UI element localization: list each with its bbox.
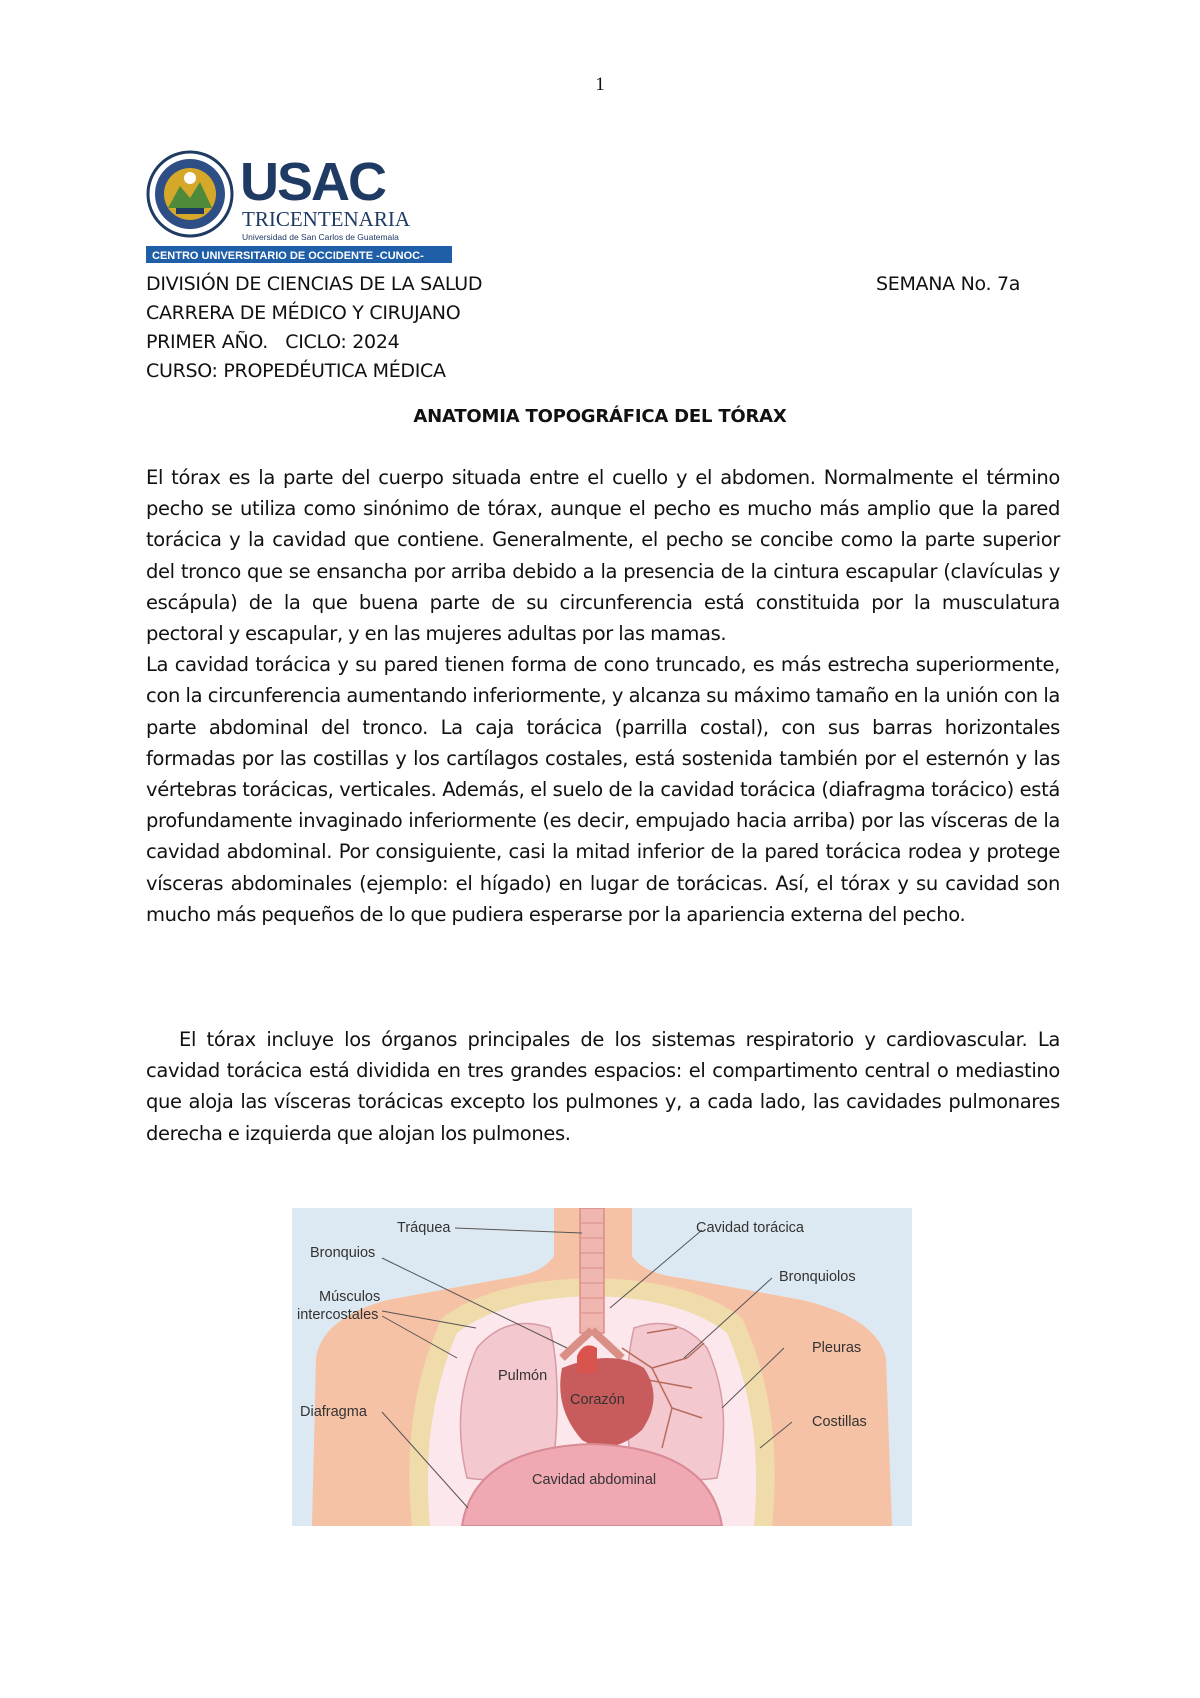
label-corazon: Corazón (570, 1392, 625, 1408)
usac-logo (146, 148, 452, 268)
logo-tagline: TRICENTENARIA (242, 207, 410, 231)
carrera-line: CARRERA DE MÉDICO Y CIRUJANO (146, 302, 461, 324)
label-pulmon: Pulmón (498, 1368, 548, 1384)
label-diafragma: Diafragma (300, 1404, 367, 1420)
body-section-1 (146, 462, 1060, 930)
year-cycle-line: PRIMER AÑO. CICLO: 2024 (146, 331, 400, 353)
university-seal-icon (148, 152, 232, 236)
semana-label: SEMANA No. 7a (876, 273, 1021, 295)
paragraph-1: El tórax es la parte del cuerpo situada entre el cuello y el abdomen. Normalmente el término pecho se utiliza como sinónimo de tórax, aunque el pecho es mucho más amplio que la pared torácica y la cavidad que contiene. Generalmente, el pecho se concibe como la parte superior del tronco que se ensancha por arriba debido a la presencia de la cintura escapular (clavículas y escápula) de la que buena parte de su circunferencia está constituida por la musculatura pectoral y escapular, y en las mujeres adultas por las mamas. (146, 466, 1060, 646)
label-pleuras: Pleuras (812, 1340, 862, 1356)
label-bronquiolos: Bronquiolos (779, 1269, 856, 1285)
course-line: CURSO: PROPEDÉUTICA MÉDICA (146, 360, 446, 382)
label-intercostales: intercostales (297, 1307, 379, 1323)
label-traquea: Tráquea (397, 1220, 451, 1236)
logo-name: USAC (240, 152, 386, 212)
label-musculos: Músculos (319, 1289, 381, 1305)
course-header (146, 270, 1046, 386)
label-cavidad-toracica: Cavidad torácica (696, 1220, 804, 1236)
paragraph-2: La cavidad torácica y su pared tienen forma de cono truncado, es más estrecha superiormente, con la circunferencia aumentando inferiormente, y alcanza su máximo tamaño en la unión con la parte abdominal del tronco. La caja torácica (parrilla costal), con sus barras horizontales formadas por las costillas y los cartílagos costales, está sostenida también por el esternón y las vértebras torácicas, verticales. Además, el suelo de la cavidad torácica (diafragma torácico) está profundamente invaginado inferiormente (es decir, empujado hacia arriba) por las vísceras de la cavidad abdominal. Por consiguiente, casi la mitad inferior de la pared torácica rodea y protege vísceras abdominales (ejemplo: el hígado) en lugar de torácicas. Así, el tórax y su cavidad son mucho más pequeños de lo que pudiera esperarse por la apariencia externa del pecho. (146, 653, 1060, 926)
thorax-anatomy-figure (292, 1208, 912, 1526)
document-title: ANATOMIA TOPOGRÁFICA DEL TÓRAX (413, 406, 787, 427)
label-bronquios: Bronquios (310, 1245, 376, 1261)
paragraph-3: El tórax incluye los órganos principales de los sistemas respiratorio y cardiovascular. La cavidad torácica está dividida en tres grandes espacios: el compartimento central o mediastino que aloja las vísceras torácicas excepto los pulmones y, a cada lado, las cavidades pulmonares derecha e izquierda que alojan los pulmones. (146, 1028, 1060, 1145)
label-costillas: Costillas (812, 1414, 867, 1430)
logo-banner: CENTRO UNIVERSITARIO DE OCCIDENTE -CUNOC- (152, 250, 424, 262)
label-cavidad-abdominal: Cavidad abdominal (532, 1472, 657, 1488)
page-number: 1 (595, 74, 605, 95)
logo-university: Universidad de San Carlos de Guatemala (242, 232, 399, 242)
body-section-2 (146, 1024, 1060, 1149)
division-line: DIVISIÓN DE CIENCIAS DE LA SALUD (146, 273, 483, 295)
